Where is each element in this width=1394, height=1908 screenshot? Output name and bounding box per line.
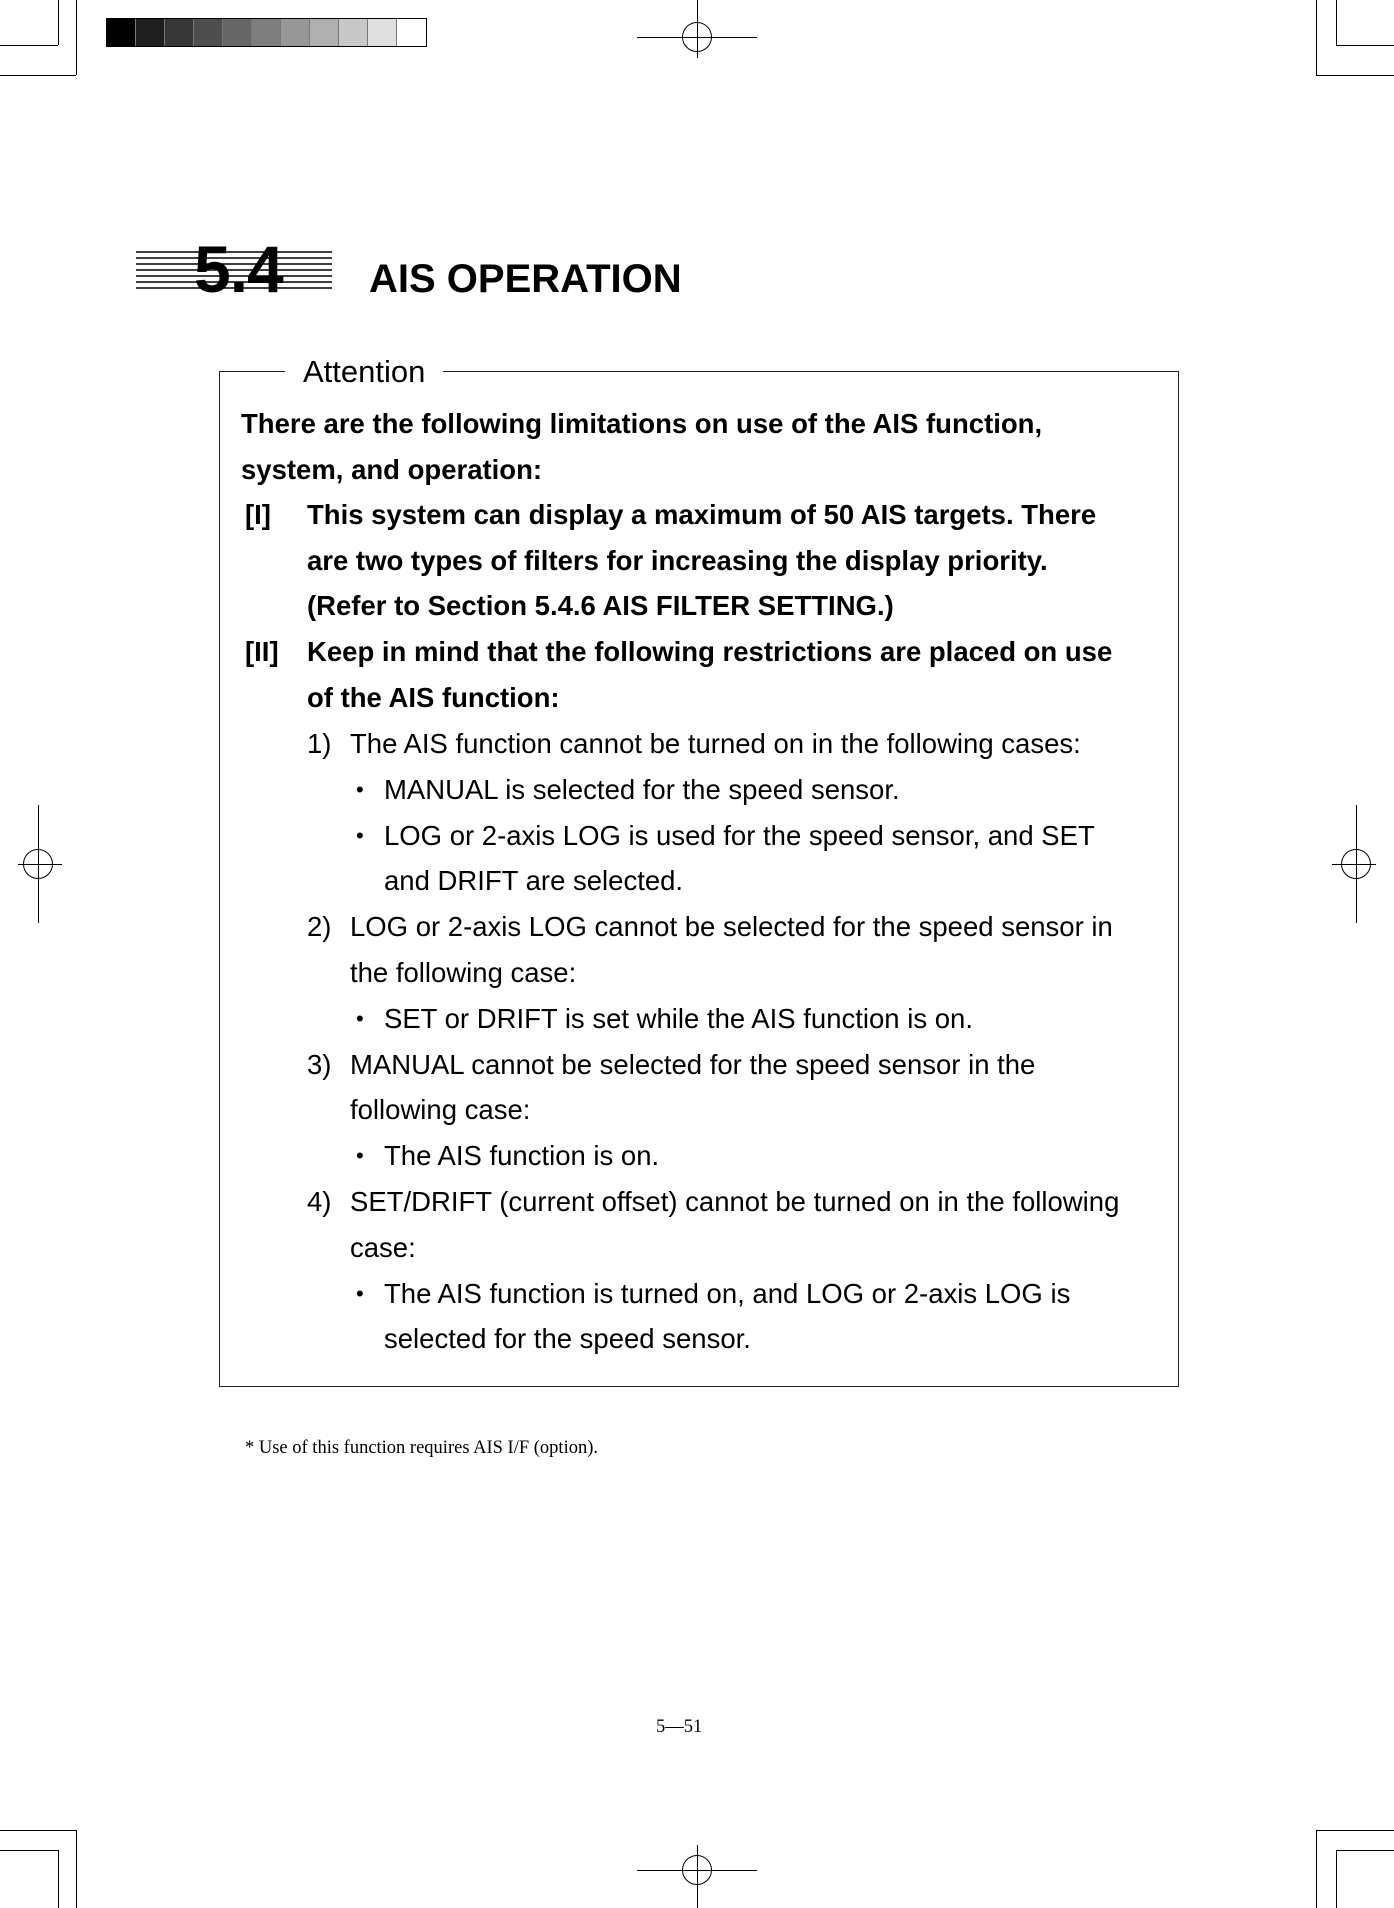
crop-mark-line: [1336, 0, 1337, 45]
bullet-dot-icon: •: [356, 1281, 364, 1306]
item-text-line: of the AIS function:: [307, 682, 560, 713]
crop-mark-line: [1336, 45, 1394, 46]
section-number: 5.4: [194, 232, 283, 306]
bullet-text: MANUAL is selected for the speed sensor.: [384, 774, 900, 805]
attention-label: Attention: [285, 349, 443, 395]
attention-intro-line: system, and operation:: [241, 454, 543, 485]
bullet-text: LOG or 2-axis LOG is used for the speed sensor, and SET: [384, 820, 1095, 851]
grayscale-strip: [106, 18, 427, 47]
bullet-dot-icon: •: [356, 1143, 364, 1168]
bullet-dot-icon: •: [356, 823, 364, 848]
bullet-text: The AIS function is turned on, and LOG or 2-axis LOG is: [384, 1278, 1071, 1309]
item-text-line: Keep in mind that the following restrictions are placed on use: [307, 636, 1113, 667]
sub-item-text: LOG or 2-axis LOG cannot be selected for the speed sensor in: [350, 911, 1113, 942]
crop-mark-line: [58, 0, 59, 45]
crop-mark-line: [76, 0, 77, 75]
crop-mark-line: [1336, 1850, 1394, 1851]
crop-mark-line: [0, 75, 76, 76]
crop-mark-line: [1316, 75, 1394, 76]
gray-swatch: [310, 19, 339, 46]
crop-mark-line: [1336, 1850, 1337, 1908]
sub-item-text: MANUAL cannot be selected for the speed sensor in the: [350, 1049, 1036, 1080]
gray-swatch: [281, 19, 310, 46]
item-text-line: are two types of filters for increasing the display priority.: [307, 545, 1048, 576]
page-number: 5—51: [656, 1717, 703, 1737]
crop-mark-line: [1316, 1830, 1317, 1908]
gray-swatch: [194, 19, 223, 46]
crosshair-circle-icon: [1341, 849, 1371, 879]
gray-swatch: [223, 19, 252, 46]
bullet-text: SET or DRIFT is set while the AIS function is on.: [384, 1003, 973, 1034]
crosshair-circle-icon: [682, 1855, 712, 1885]
sub-item-text: the following case:: [350, 957, 577, 988]
gray-swatch: [165, 19, 194, 46]
sub-item-marker: 4): [307, 1186, 332, 1217]
sub-item-text: case:: [350, 1232, 416, 1263]
sub-item-marker: 3): [307, 1049, 332, 1080]
item-marker: [I]: [245, 499, 271, 530]
item-marker: [II]: [245, 636, 279, 667]
item-text-line: (Refer to Section 5.4.6 AIS FILTER SETTING.): [307, 590, 894, 621]
gray-swatch: [252, 19, 281, 46]
section-title: AIS OPERATION: [369, 257, 682, 301]
attention-intro-line: There are the following limitations on use of the AIS function,: [241, 408, 1043, 439]
gray-swatch: [397, 19, 426, 46]
sub-item-marker: 2): [307, 911, 332, 942]
item-text-line: This system can display a maximum of 50 AIS targets. There: [307, 499, 1097, 530]
gray-swatch: [368, 19, 397, 46]
sub-item-text: SET/DRIFT (current offset) cannot be turned on in the following: [350, 1186, 1120, 1217]
crop-mark-line: [0, 45, 58, 46]
bullet-dot-icon: •: [356, 1006, 364, 1031]
gray-swatch: [136, 19, 165, 46]
bullet-text: selected for the speed sensor.: [384, 1323, 751, 1354]
crosshair-circle-icon: [682, 22, 712, 52]
crosshair-circle-icon: [23, 849, 53, 879]
crop-mark-line: [76, 1830, 77, 1908]
sub-item-text: following case:: [350, 1094, 531, 1125]
bullet-text: and DRIFT are selected.: [384, 865, 684, 896]
crop-mark-line: [58, 1850, 59, 1908]
sub-item-text: The AIS function cannot be turned on in the following cases:: [350, 728, 1081, 759]
crop-mark-line: [1316, 0, 1317, 75]
bullet-dot-icon: •: [356, 777, 364, 802]
crop-mark-line: [0, 1830, 76, 1831]
gray-swatch: [339, 19, 368, 46]
bullet-text: The AIS function is on.: [384, 1140, 660, 1171]
crop-mark-line: [0, 1850, 58, 1851]
sub-item-marker: 1): [307, 728, 332, 759]
gray-swatch: [107, 19, 136, 46]
crop-mark-line: [1316, 1830, 1394, 1831]
footnote: * Use of this function requires AIS I/F (option).: [245, 1438, 598, 1458]
